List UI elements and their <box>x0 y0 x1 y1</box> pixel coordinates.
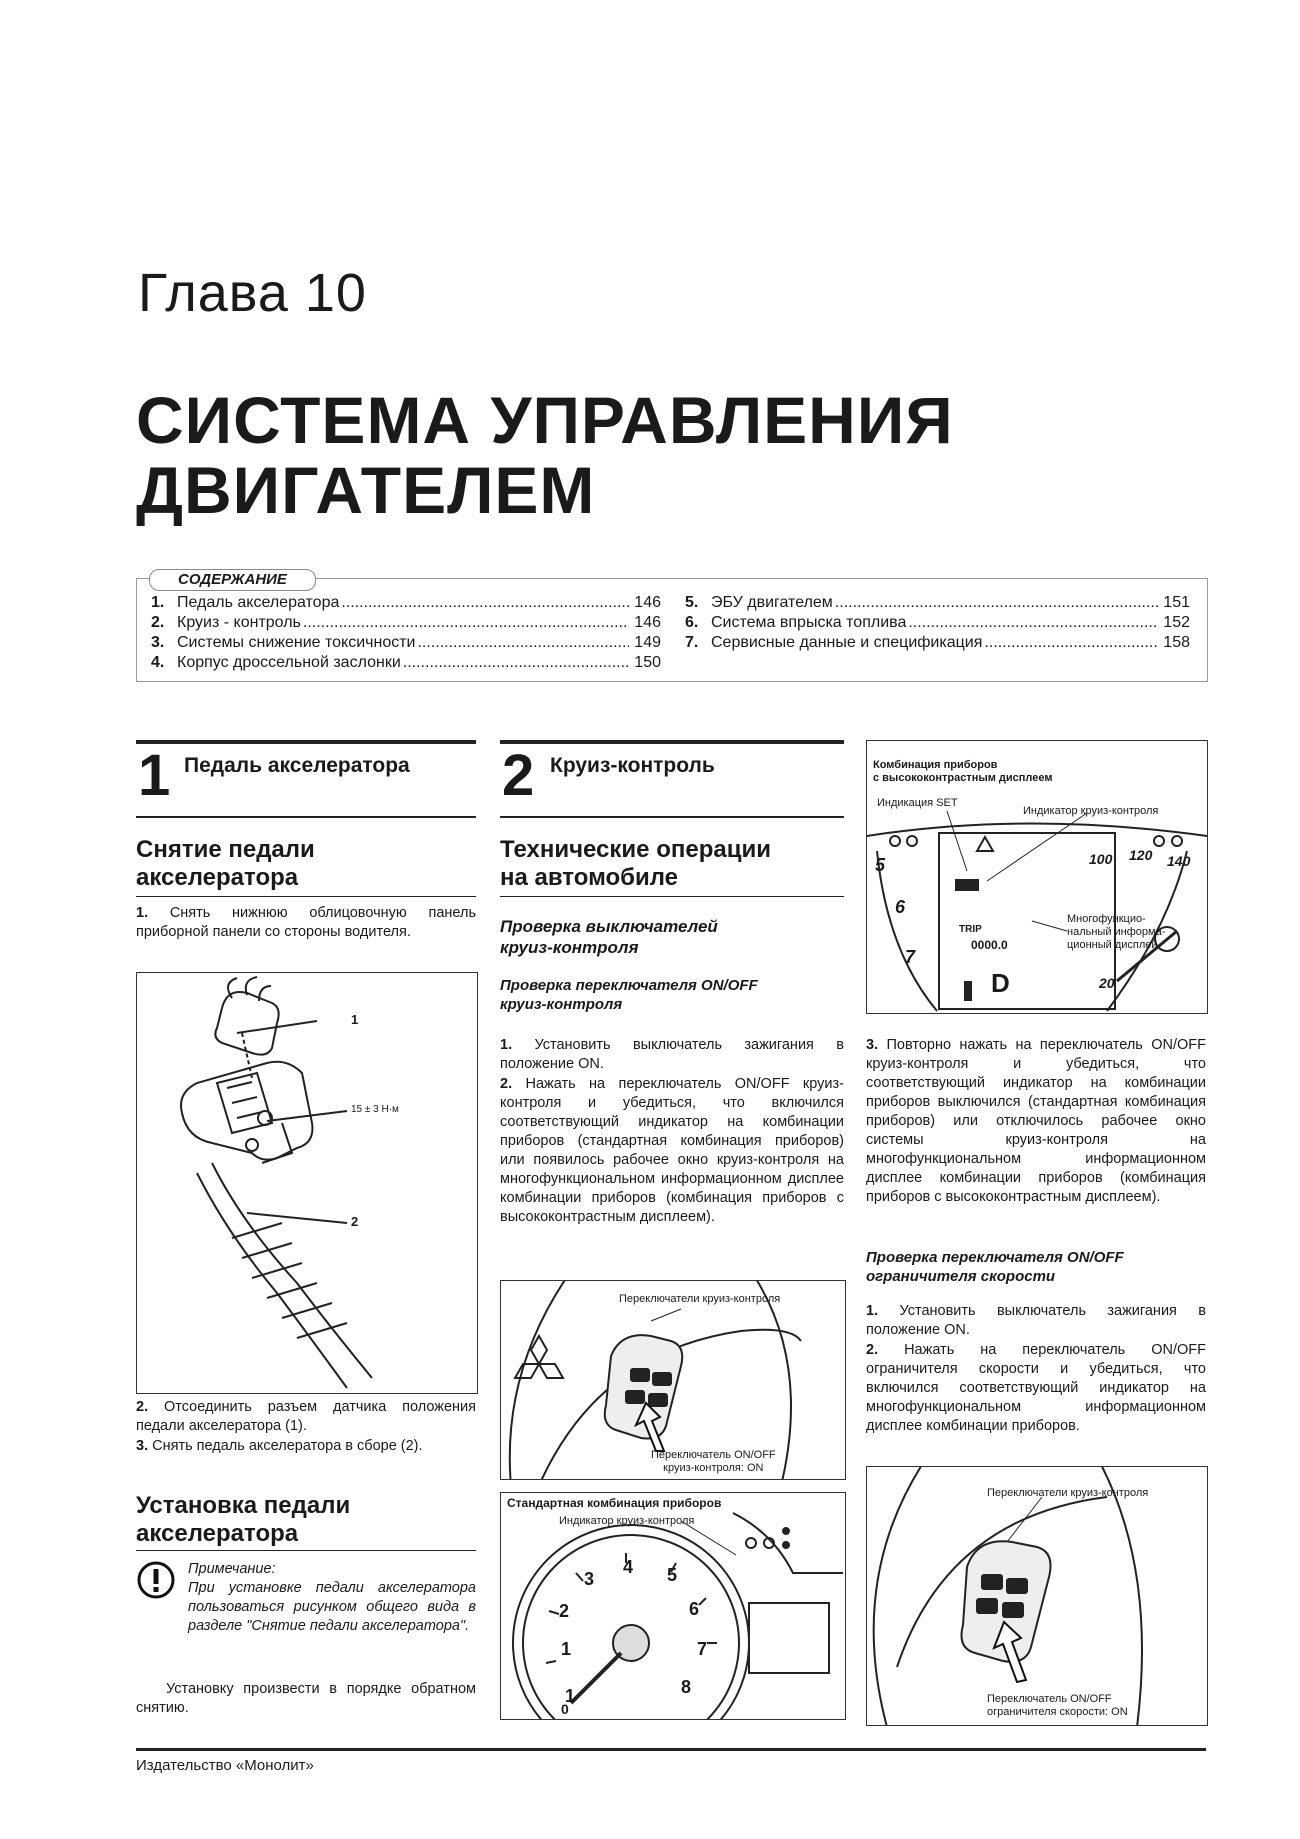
toc-item-text: Системы снижение токсичности <box>177 634 416 651</box>
figure-label-1: 1 <box>351 1012 359 1027</box>
ops-heading-line-1: Технические операции <box>500 836 771 863</box>
note-text <box>188 1560 476 1636</box>
figure-torque-label: 15 ± 3 Н·м <box>351 1104 399 1115</box>
standard-cruise-indicator-label: Индикатор круиз-контроля <box>559 1515 695 1527</box>
toc-item[interactable] <box>151 593 661 613</box>
toc-item[interactable] <box>685 593 1190 613</box>
toc-item-num: 1. <box>151 594 165 611</box>
install-heading <box>136 1492 350 1548</box>
limiter-onoff-label <box>987 1693 1128 1719</box>
toc-item[interactable] <box>151 633 661 653</box>
section-1 <box>136 740 477 1716</box>
toc-right-column <box>685 593 1190 653</box>
step-num: 1. <box>866 1303 879 1319</box>
gauge-number: 4 <box>623 1557 634 1577</box>
toc-item-page: 150 <box>634 654 661 671</box>
install-heading-line-1: Установка педали <box>136 1492 351 1519</box>
hc-trip-label: TRIP <box>959 924 982 935</box>
standard-cluster-title: Стандартная комбинация приборов <box>507 1496 722 1510</box>
limiter-step-2 <box>866 1341 1206 1436</box>
gauge-number: 2 <box>559 1601 570 1621</box>
toc-left-column <box>151 593 661 673</box>
hc-speed-number: 120 <box>1129 847 1153 863</box>
cruise-switch-figure <box>500 1280 846 1480</box>
ops-heading-line-2: на автомобиле <box>500 864 679 891</box>
cruise-step-2 <box>500 1075 844 1227</box>
toc-item-page: 149 <box>634 634 661 651</box>
check-heading <box>500 916 718 958</box>
toc-dots <box>403 653 629 673</box>
toc-item-page: 151 <box>1163 594 1190 611</box>
step-num: 3. <box>136 1438 149 1454</box>
toc-dots <box>908 613 1158 633</box>
removal-underline <box>136 896 476 897</box>
limiter-onoff-label-line-2: ограничителя скорости: ON <box>987 1706 1128 1718</box>
connector-shape <box>215 992 278 1055</box>
step-num: 2. <box>866 1342 879 1358</box>
cruise-onoff-label-line-2: круиз-контроля: ON <box>663 1462 764 1474</box>
toc-item-text: Сервисные данные и спецификация <box>711 634 983 651</box>
cruise-switches-label: Переключатели круиз-контроля <box>619 1293 781 1305</box>
limiter-switches-label: Переключатели круиз-контроля <box>987 1487 1149 1499</box>
check-heading-line-1: Проверка выключателей <box>500 917 718 936</box>
gauge-zero: 0 <box>561 1701 569 1717</box>
section-2-underline <box>500 816 844 818</box>
section-1-underline <box>136 816 476 818</box>
toc-item-num: 3. <box>151 634 165 651</box>
hc-right-low-number: 20 <box>1099 975 1115 991</box>
limiter-heading <box>866 1248 1124 1286</box>
hc-speed-number: 100 <box>1089 851 1113 867</box>
section-2-number: 2 <box>502 743 535 808</box>
chapter-label: Глава 10 <box>138 263 367 323</box>
removal-step-1 <box>136 904 476 942</box>
figure-label-2: 2 <box>351 1214 359 1229</box>
toc-item-num: 7. <box>685 634 699 651</box>
step-text: Повторно нажать на переключатель ON/OFF круиз-контроля и убедиться, что соответствующий индикатор на комбинации приборов выключился (стандартная комбинация приборов) или отключилось рабочее окно системы круиз-контроля на многофункциональном информационном дисплее комбинации приборов (комбинация приборов с высококонтрастным дисплеем). <box>866 1037 1206 1205</box>
hc-speed-number: 140 <box>1167 853 1191 869</box>
toc-item-text: Корпус дроссельной заслонки <box>177 654 401 671</box>
note-label: Примечание: <box>188 1561 276 1577</box>
removal-step-2 <box>136 1398 476 1436</box>
toc-item[interactable] <box>685 633 1190 653</box>
install-underline <box>136 1550 476 1551</box>
step-text: Нажать на переключатель ON/OFF ограничителя скорости и убедиться, что включился соответствующий индикатор на многофункциональном информационном дисплее комбинации приборов. <box>866 1342 1206 1434</box>
standard-cluster-figure <box>500 1492 846 1720</box>
section-1-title: Педаль акселератора <box>184 754 410 777</box>
hc-odometer: 0000.0 <box>971 938 1008 952</box>
toc-heading: СОДЕРЖАНИЕ <box>149 569 316 591</box>
install-text: Установку произвести в порядке обратном снятию. <box>136 1681 476 1716</box>
toc-item-page: 146 <box>634 614 661 631</box>
toc-item-text: ЭБУ двигателем <box>711 594 833 611</box>
cruise-onoff-label <box>651 1449 776 1475</box>
step-text: Нажать на переключатель ON/OFF круиз-контроля и убедиться, что включился соответствующий индикатор на комбинации приборов (стандартная комбинация приборов) или появилось рабочее окно круиз-контроля на многофункциональном информационном дисплее комбинации приборов (комбинация приборов с высококонтрастным дисплеем). <box>500 1076 844 1225</box>
high-contrast-cluster-figure <box>866 740 1208 1014</box>
install-heading-line-2: акселератора <box>136 1520 299 1547</box>
ops-heading <box>500 836 771 892</box>
removal-heading-line-2: акселератора <box>136 864 299 891</box>
toc-dots <box>835 593 1158 613</box>
toc-dots <box>341 593 629 613</box>
chapter-title-line-2: ДВИГАТЕЛЕМ <box>136 453 596 527</box>
gauge-number: 1 <box>565 1686 576 1706</box>
hc-display-label <box>1067 913 1165 952</box>
limiter-onoff-label-line-1: Переключатель ON/OFF <box>987 1693 1112 1705</box>
pedal-drawing <box>137 973 477 1393</box>
toc-item-text: Круиз - контроль <box>177 614 301 631</box>
limiter-heading-line-2: ограничителя скорости <box>866 1268 1056 1285</box>
limiter-step-1 <box>866 1302 1206 1340</box>
toc-item-page: 158 <box>1163 634 1190 651</box>
toc-dots <box>303 613 629 633</box>
hc-set-label: Индикация SET <box>877 797 958 809</box>
footer-publisher: Издательство «Монолит» <box>136 1757 314 1774</box>
cruise-onoff-label-line-1: Переключатель ON/OFF <box>651 1449 776 1461</box>
hc-display-label-line-1: Многофункцио- <box>1067 913 1146 925</box>
ops-underline <box>500 896 844 897</box>
step-text: Установить выключатель зажигания в положение ON. <box>866 1303 1206 1338</box>
hc-cluster-title-line-1: Комбинация приборов <box>873 759 998 771</box>
hc-left-number: 6 <box>895 897 906 917</box>
hc-left-number: 5 <box>875 855 886 875</box>
step-text: Отсоединить разъем датчика положения педали акселератора (1). <box>136 1399 476 1434</box>
cruise-step-1 <box>500 1036 844 1074</box>
gauge-number: 3 <box>584 1569 595 1589</box>
toc-item-text: Система впрыска топлива <box>711 614 907 631</box>
gauge-number: 8 <box>681 1677 692 1697</box>
sub-heading-line-1: Проверка переключателя ON/OFF <box>500 977 758 994</box>
limiter-switch-figure <box>866 1466 1208 1726</box>
section-1-bar <box>136 740 476 744</box>
footer-rule <box>136 1748 1206 1751</box>
table-of-contents <box>136 571 1208 682</box>
gauge-number: 7 <box>697 1639 708 1659</box>
gauge-number: 5 <box>667 1565 678 1585</box>
note-body: При установке педали акселератора пользоваться рисунком общего вида в разделе "Снятие педали акселератора". <box>188 1580 476 1634</box>
removal-step-3 <box>136 1437 476 1456</box>
removal-heading-line-1: Снятие педали <box>136 836 315 863</box>
toc-dots <box>984 633 1158 653</box>
toc-item-num: 5. <box>685 594 699 611</box>
toc-item-page: 146 <box>634 594 661 611</box>
step-num: 2. <box>136 1399 149 1415</box>
toc-item-num: 2. <box>151 614 165 631</box>
hc-cluster-title <box>873 759 1053 785</box>
toc-item-num: 6. <box>685 614 699 631</box>
toc-item[interactable] <box>151 653 661 673</box>
pedal-figure <box>136 972 478 1394</box>
toc-item-num: 4. <box>151 654 165 671</box>
step-num: 2. <box>500 1076 513 1092</box>
section-2-bar <box>500 740 844 744</box>
step-text: Установить выключатель зажигания в положение ON. <box>500 1037 844 1072</box>
hc-cluster-title-line-2: с высококонтрастным дисплеем <box>873 772 1053 784</box>
hc-gear-indicator: D <box>991 968 1010 998</box>
step-num: 3. <box>866 1037 879 1053</box>
hc-display-label-line-3: ционный дисплей <box>1067 939 1158 951</box>
sub-heading-line-2: круиз-контроля <box>500 996 623 1013</box>
step-text: Снять нижнюю облицовочную панель приборной панели со стороны водителя. <box>136 905 477 940</box>
gauge-number: 1 <box>561 1639 572 1659</box>
steering-wheel-drawing-2 <box>867 1467 1207 1725</box>
limiter-heading-line-1: Проверка переключателя ON/OFF <box>866 1249 1124 1266</box>
step-num: 1. <box>500 1037 513 1053</box>
removal-heading <box>136 836 315 892</box>
gauge-number: 6 <box>689 1599 700 1619</box>
section-1-number: 1 <box>138 743 171 808</box>
chapter-title <box>136 385 954 525</box>
toc-dots <box>417 633 629 653</box>
toc-item-page: 152 <box>1163 614 1190 631</box>
chapter-title-line-1: СИСТЕМА УПРАВЛЕНИЯ <box>136 383 954 457</box>
section-2 <box>500 740 844 1717</box>
hc-cruise-indicator-label: Индикатор круиз-контроля <box>1023 805 1159 817</box>
step-text: Снять педаль акселератора в сборе (2). <box>152 1438 423 1454</box>
toc-item-text: Педаль акселератора <box>177 594 340 611</box>
step-num: 1. <box>136 905 149 921</box>
sub-heading <box>500 976 758 1014</box>
check-heading-line-2: круиз-контроля <box>500 938 639 957</box>
cruise-step-3 <box>866 1036 1206 1207</box>
hc-display-label-line-2: нальный информа- <box>1067 926 1166 938</box>
hc-left-number: 7 <box>905 947 916 967</box>
section-2-title: Круиз-контроль <box>550 754 715 777</box>
toc-item[interactable] <box>151 613 661 633</box>
exclamation-icon <box>136 1560 176 1600</box>
toc-item[interactable] <box>685 613 1190 633</box>
